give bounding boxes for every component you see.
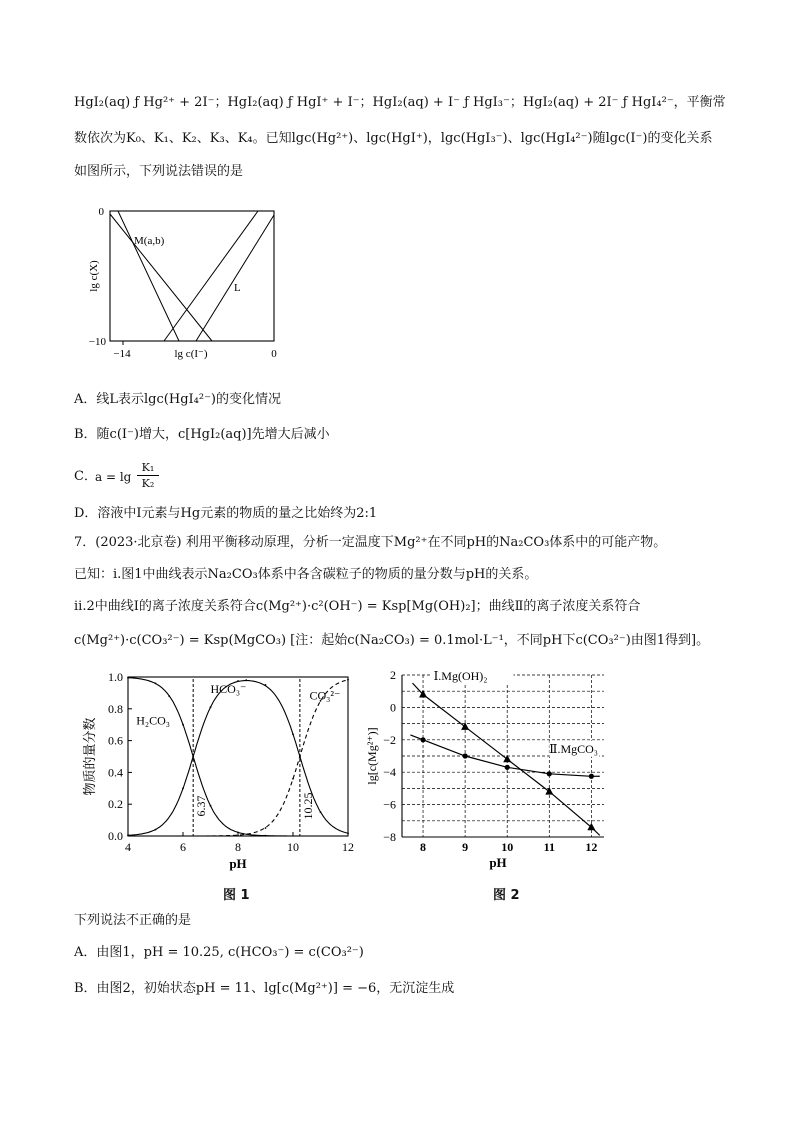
- fig1-x-tick-label: 4: [125, 840, 131, 854]
- fig1-point: [347, 832, 349, 834]
- fig2-caption: 图 2: [493, 888, 520, 903]
- fig1-y-label: 物质的量分数: [82, 717, 97, 796]
- q6-y-top: 0: [98, 206, 104, 218]
- fig1-point: [347, 679, 349, 681]
- fig2-chart: [364, 665, 616, 875]
- fig2-curve-2-point: [547, 771, 552, 776]
- q6-option-c-numerator: K₁: [137, 461, 159, 476]
- q6-point-m: M(a,b): [134, 235, 165, 247]
- fig2-x-label: pH: [489, 855, 507, 870]
- q6-option-c-denominator: K₂: [141, 477, 155, 490]
- fig2-y-tick-label: −2: [383, 732, 396, 747]
- fig1-x-tick-label: 10: [287, 840, 299, 854]
- q6-figure: [84, 200, 294, 365]
- fig2-curve-2-point: [505, 765, 510, 770]
- fig1-y-tick-label: 0.6: [108, 733, 123, 748]
- fig1-point: [292, 778, 294, 780]
- fig1-point: [210, 805, 212, 807]
- fig2-y-tick-label: 2: [390, 668, 396, 682]
- fig1-pka-label: 10.25: [300, 792, 315, 820]
- fig1-label-hco3: HCO₃⁻: [210, 681, 247, 696]
- fig2-curve-2-point: [463, 753, 468, 758]
- q7-line-1: 7．(2023·北京卷) 利用平衡移动原理，分析一定温度下Mg²⁺在不同pH的Na₂CO₃体系中的可能产物。: [74, 535, 667, 550]
- q6-x-label: lg c(I⁻): [174, 348, 208, 360]
- q6-x-right: 0: [271, 348, 277, 360]
- fig2-x-tick-label: 12: [585, 840, 598, 854]
- q6-option-b: B．随c(I⁻)增大，c[HgI₂(aq)]先增大后减小: [74, 427, 330, 442]
- fig1-caption: 图 1: [223, 888, 250, 903]
- fig2-x-tick-label: 10: [501, 840, 514, 854]
- fig2-y-tick-label: −6: [383, 797, 396, 812]
- q7-line-3: ii.2中曲线Ⅰ的离子浓度关系符合c(Mg²⁺)·c²(OH⁻) = Ksp[Mg(OH)₂]；曲线Ⅱ的离子浓度关系符合: [74, 599, 641, 614]
- fig1-point: [265, 684, 267, 686]
- q6-y-bottom: −10: [88, 336, 106, 348]
- fig2-curve-2-label: Ⅱ.MgCO₃: [549, 741, 598, 756]
- fig1-point: [182, 787, 184, 789]
- q7-option-b: B．由图2，初始状态pH = 11、lg[c(Mg²⁺)] = −6，无沉淀生成: [74, 981, 455, 996]
- fig1-point: [155, 682, 157, 684]
- fig1-series-hco3: [128, 681, 348, 836]
- fig2-curve-1-label: Ⅰ.Mg(OH)₂: [433, 668, 488, 683]
- q6-x-left: −14: [113, 348, 131, 360]
- fig2-y-tick-label: −4: [383, 765, 396, 780]
- fig2-curve-2-point: [420, 737, 425, 742]
- fig1-series-co3: [128, 680, 348, 836]
- q6-option-c-formula: a = lg: [95, 470, 132, 484]
- fig2-y-label: lg[c(Mg²⁺)]: [365, 727, 379, 785]
- fig1-point: [210, 706, 212, 708]
- q6-option-c-prefix: C．: [74, 469, 97, 484]
- fig1-x-tick-label: 6: [180, 840, 186, 854]
- fig1-x-tick-label: 12: [342, 840, 354, 854]
- q6-line-3: 如图所示，下列说法错误的是: [74, 164, 244, 179]
- fig1-y-tick-label: 0.0: [108, 829, 123, 843]
- fig1-pka-label: 6.37: [194, 795, 209, 817]
- q7-line-4: c(Mg²⁺)·c(CO₃²⁻) = Ksp(MgCO₃) [注：起始c(Na₂CO₃) = 0.1mol·L⁻¹，不同pH下c(CO₃²⁻)由图1得到]。: [74, 633, 710, 648]
- fig1-point: [182, 724, 184, 726]
- fig1-chart: [76, 665, 366, 875]
- fig2-curve-1-point: [587, 823, 595, 831]
- fig1-point: [127, 677, 129, 679]
- fig1-point: [237, 835, 239, 837]
- q6-line-2: 数依次为K₀、K₁、K₂、K₃、K₄。已知lgc(Hg²⁺)、lgc(HgI⁺)，lgc(HgI₃⁻)、lgc(HgI₄²⁻)随lgc(I⁻)的变化关系: [74, 131, 713, 146]
- q6-line-hg2plus: [118, 211, 179, 341]
- fig1-y-tick-label: 0.2: [108, 797, 123, 812]
- fig1-point: [320, 811, 322, 813]
- q7-option-a: A．由图1，pH = 10.25, c(HCO₃⁻) = c(CO₃²⁻): [74, 945, 364, 960]
- q7-line-2: 已知：i.图1中曲线表示Na₂CO₃体系中各含碳粒子的物质的量分数与pH的关系。: [74, 567, 538, 582]
- q6-line-1: HgI₂(aq) ƒ Hg²⁺ + 2I⁻；HgI₂(aq) ƒ HgI⁺ + I⁻；HgI₂(aq) + I⁻ ƒ HgI₃⁻；HgI₂(aq) + 2I⁻ ƒ HgI₄²⁻，平衡常: [74, 95, 726, 110]
- fig1-label-co3: CO₃²⁻: [309, 688, 341, 703]
- q6-figure-frame: [110, 211, 274, 341]
- fig2-y-tick-label: −8: [383, 830, 396, 844]
- q6-line-L-label: L: [234, 282, 241, 294]
- fig1-point: [292, 733, 294, 735]
- q6-line-hgiplus: [110, 214, 212, 341]
- q6-option-d: D．溶液中I元素与Hg元素的物质的量之比始终为2:1: [74, 506, 378, 521]
- fig1-point: [245, 679, 247, 681]
- fig1-y-tick-label: 1.0: [108, 670, 123, 684]
- fig1-point: [155, 829, 157, 831]
- fig1-point: [127, 834, 129, 836]
- fig2-y-tick-label: 0: [390, 700, 396, 715]
- fig1-point: [265, 835, 267, 837]
- q6-line-L-hgi4: [196, 215, 274, 341]
- fig1-point: [237, 831, 239, 833]
- fig1-point: [265, 827, 267, 829]
- fig1-x-label: pH: [229, 856, 247, 871]
- q6-y-label: lg c(X): [88, 260, 100, 292]
- fig1-label-h2co3: H₂CO₃: [136, 713, 170, 728]
- fig1-y-tick-label: 0.8: [108, 701, 123, 716]
- q6-line-hgi3: [164, 211, 258, 341]
- fig1-point: [168, 695, 170, 697]
- fig1-x-tick-label: 8: [235, 840, 241, 854]
- q6-option-a: A．线L表示lgc(HgI₄²⁻)的变化情况: [74, 392, 282, 407]
- q7-ask: 下列说法不正确的是: [74, 913, 192, 928]
- fig2-x-tick-label: 11: [543, 840, 555, 854]
- fig2-curve-2-point: [589, 774, 594, 779]
- fig2-x-tick-label: 9: [462, 840, 469, 854]
- fig2-x-tick-label: 8: [420, 840, 427, 854]
- fig1-y-tick-label: 0.4: [108, 765, 123, 780]
